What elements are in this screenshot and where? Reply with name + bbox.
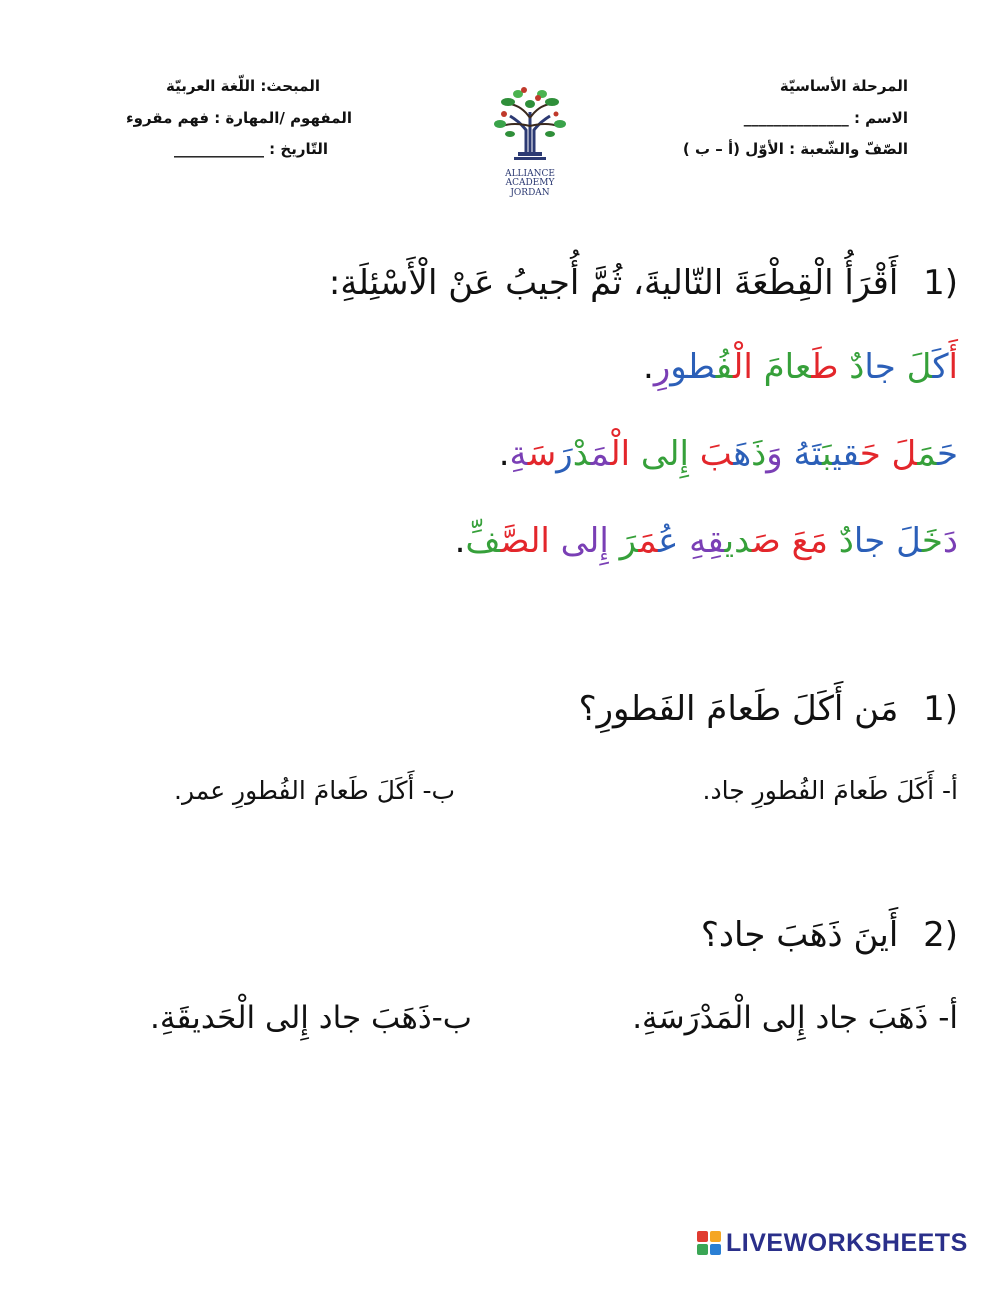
passage-segment: . <box>454 521 466 561</box>
question-1 <box>578 689 958 729</box>
passage-segment: دي <box>724 521 752 561</box>
passage-segment: هَ <box>733 434 752 474</box>
passage-segment: قي <box>832 434 860 474</box>
passage-segment: دْ <box>572 434 591 474</box>
question-text: مَن أَكَلَ طَعامَ الفَطورِ؟ <box>578 689 899 729</box>
passage-segment: حَ <box>936 434 958 474</box>
passage-segment: بَ <box>688 434 734 474</box>
school-logo <box>480 78 580 198</box>
passage-segment: مَعَ <box>780 521 828 561</box>
date-field-label[interactable]: التّاريخ : ____________ <box>173 140 328 158</box>
passage-segment: دٌ <box>827 521 854 561</box>
liveworksheets-logo-icon <box>696 1230 722 1256</box>
passage-segment: قِهِ <box>678 521 725 561</box>
concept-skill-label: المفهوم /المهارة : فهم مقروء <box>125 109 352 127</box>
q2-option-b[interactable]: ب-ذَهَبَ جاد إِلى الْحَديقَةِ. <box>150 1000 472 1036</box>
tree-logo-icon <box>480 78 580 166</box>
passage-segment: طَ <box>811 347 839 387</box>
passage-segment: سَ <box>527 434 557 474</box>
passage-segment: إِلى <box>549 521 609 561</box>
name-field-label[interactable]: الاسم : ______________ <box>743 109 908 127</box>
passage-segment: لَ <box>880 434 918 474</box>
passage-segment: مَ <box>638 521 659 561</box>
q1-option-b[interactable]: ب- أَكَلَ طَعامَ الفُطورِ عمر. <box>174 776 455 805</box>
passage-segment: مَ <box>590 434 611 474</box>
passage-segment: رَ <box>556 434 573 474</box>
passage-segment: لَ <box>895 347 933 387</box>
question-2 <box>700 915 958 955</box>
passage-segment: عا <box>784 347 812 387</box>
brand-name: LIVEWORKSHEETS <box>726 1228 968 1257</box>
q2-option-a[interactable]: أ- ذَهَبَ جاد إِلى الْمَدْرَسَةِ. <box>632 1000 958 1036</box>
stage-label: المرحلة الأساسيّة <box>779 77 908 95</box>
logo-name: ALLIANCE ACADEMY <box>505 169 555 189</box>
passage-segment: صَ <box>751 521 781 561</box>
class-section-label: الصّفّ والشّعبة : الأوّل (أ – ب ) <box>682 140 908 158</box>
passage-segment: أَ <box>948 347 958 387</box>
question-number: 2) <box>923 915 958 955</box>
passage-segment: ا <box>743 347 753 387</box>
passage-segment: دَ <box>942 521 958 561</box>
question-number: 1) <box>923 689 958 729</box>
passage-segment: الصَّ <box>500 521 550 561</box>
subject-label: المبحث: اللّغة العربيّة <box>166 77 320 95</box>
passage-segment: ةِ <box>509 434 528 474</box>
passage-segment: خَ <box>921 521 943 561</box>
passage-segment: كَ <box>932 347 949 387</box>
passage-segment: فِّ <box>465 521 501 561</box>
passage-segment: تَهُ <box>782 434 822 474</box>
question-text: أَينَ ذَهَبَ جاد؟ <box>700 915 899 955</box>
passage-segment: بَ <box>821 434 833 474</box>
passage-segment: . <box>643 347 654 387</box>
passage-segment: طو <box>670 347 716 387</box>
passage-segment: . <box>498 434 510 474</box>
passage-segment: فُ <box>715 347 733 387</box>
passage-segment: الْ <box>610 434 631 474</box>
passage-segment: ذَ <box>751 434 767 474</box>
liveworksheets-brand[interactable] <box>696 1228 968 1258</box>
instruction <box>328 263 958 303</box>
logo-country: JORDAN <box>510 187 550 198</box>
instruction-text: أَقْرَأُ الْقِطْعَةَ التّاليةَ، ثُمَّ أُجيبُ عَنْ الْأَسْئِلَةِ: <box>328 263 899 303</box>
passage-segment: جا <box>864 347 896 387</box>
passage-line <box>643 347 958 387</box>
q1-option-a[interactable]: أ- أَكَلَ طَعامَ الفُطورِ جاد. <box>702 776 958 805</box>
passage-line <box>498 434 958 474</box>
passage-segment: دٌ <box>838 347 865 387</box>
passage-line <box>454 521 958 561</box>
passage-segment: مَ <box>752 347 785 387</box>
passage-segment: رَ <box>608 521 639 561</box>
passage-segment: رِ <box>653 347 671 387</box>
passage-segment: لْ <box>732 347 744 387</box>
passage-segment: مَ <box>917 434 937 474</box>
passage-segment: إِلى <box>630 434 689 474</box>
passage-segment: وَ <box>766 434 783 474</box>
passage-segment: حَ <box>859 434 881 474</box>
passage-segment: لَ <box>885 521 922 561</box>
passage-segment: جا <box>853 521 886 561</box>
passage-segment: عُ <box>658 521 679 561</box>
instruction-number: 1) <box>923 263 958 303</box>
